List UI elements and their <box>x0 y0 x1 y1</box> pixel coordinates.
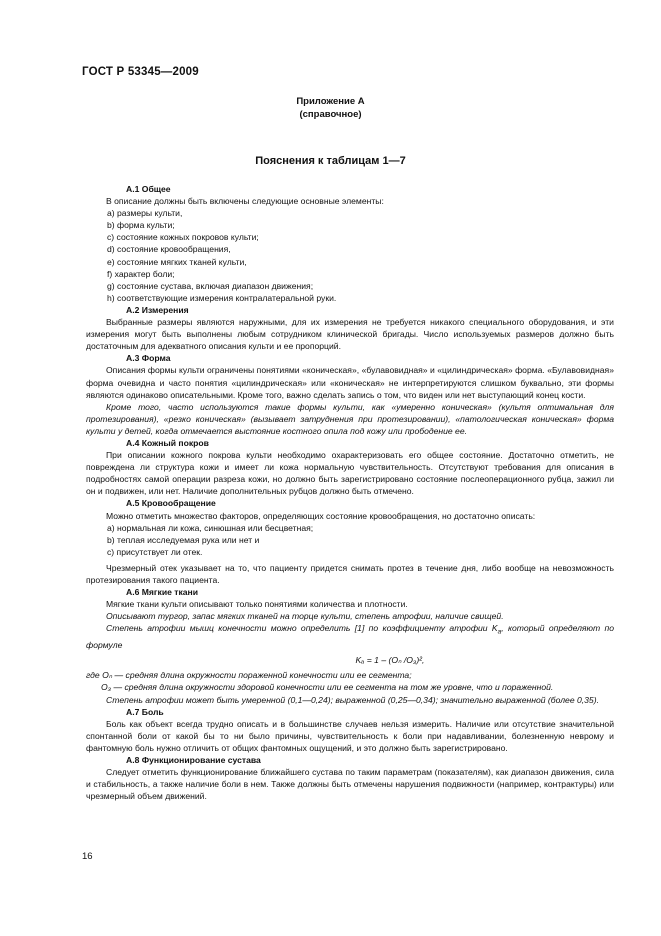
document-body <box>86 183 614 802</box>
a3-text: Описания формы культи ограничены понятиями «коническая», «булавовидная» и «цилиндрическая» форма. «Булавовидная» форма очевидна и часто понятия «цилиндрическая» или «коническая» не интерпретируются слишком буквально, эти формы являются одинаково описательными. Кроме того, важно сделать запись о том, что виден или нет выступающий конец кости. <box>86 365 614 400</box>
a8-text: Следует отметить функционирование ближайшего сустава по таким параметрам (показателям), как диапазон движения, сила и стабильность, а также наличие боли в нем. Также должны быть отмечены нарушения подвижности (например, контрактуры) или чрезмерный объем движений. <box>86 767 614 802</box>
heading-a8: А.8 Функционирование сустава <box>126 755 261 766</box>
a1-item: е) состояние мягких тканей культи, <box>107 256 247 267</box>
where-line-2: O₃ — средняя длина окружности здоровой конечности или ее сегмента на том же уровне, что и пораженной. <box>101 682 554 693</box>
standard-header: ГОСТ Р 53345—2009 <box>82 66 199 78</box>
where-line-1 <box>86 669 614 681</box>
heading-a1: А.1 Общее <box>126 184 171 194</box>
a5-item: а) нормальная ли кожа, синюшная или бесцветная; <box>107 522 314 533</box>
a6-text-3-subscript: а <box>497 629 502 637</box>
a4-text: При описании кожного покрова культи необходимо охарактеризовать его общее состояние. Достаточно отметить, не повреждена ли структура кожи и имеет ли кожа нормальную чувствительность. Отсутствуют требования для описания в подробностях самой операции разреза кожи, но должно быть зарегистрировано состояние послеоперационного рубца, зажил ли он и подвижен, или нет. Наличие дополнительных рубцов должно быть отмечено. <box>86 450 614 497</box>
a1-item: f) характер боли; <box>107 268 175 279</box>
annex-label: Приложение А <box>296 96 365 107</box>
a6-text-2: Описывают тургор, запас мягких тканей на торце культи, степень атрофии, наличие свищей. <box>106 611 504 622</box>
a6-text-3-start: Степень атрофии мышц конечности можно определить [1] по коэффициенту атрофии K <box>106 623 498 634</box>
heading-a3: А.3 Форма <box>126 353 171 364</box>
atrophy-formula: Kₐ = 1 – (Oₙ /O₃)², <box>355 655 425 666</box>
a6-text-1: Мягкие ткани культи описывают только понятиями количества и плотности. <box>106 599 408 610</box>
heading-a7: А.7 Боль <box>126 706 164 717</box>
where-label: где <box>86 670 100 681</box>
a5-item: с) присутствует ли отек. <box>107 546 203 557</box>
a1-intro: В описание должны быть включены следующие основные элементы: <box>106 196 384 207</box>
a1-item: g) состояние сустава, включая диапазон движения; <box>107 280 314 291</box>
a5-intro: Можно отметить множество факторов, определяющих состояние кровообращения, но достаточно описать: <box>106 510 536 521</box>
a5-text: Чрезмерный отек указывает на то, что пациенту придется снимать протез в течение дня, либо вообще на невозможность протезирования такого пациента. <box>86 562 614 585</box>
a2-text: Выбранные размеры являются наружными, для их измерения не требуется никакого специального оборудования, и эти измерения могут быть выполнены любым сотрудником клинической бригады. Число используемых размеров должно быть достаточным для адекватного описания культи и ее пропорций. <box>86 317 614 352</box>
a1-item: а) размеры культи, <box>107 208 183 219</box>
a3-italic-text: Кроме того, часто используются такие формы культи, как «умеренно коническая» (культя оптимальная для протезирования), «резко коническая» (вызывает затруднения при протезировании), «патологическая коническая» форма культи у детей, когда отмечается выстояние костного опила под кожу или прободение ее. <box>86 401 614 436</box>
page-number: 16 <box>82 851 93 862</box>
a1-item: h) соответствующие измерения контралатеральной руки. <box>107 292 337 303</box>
a1-item: b) форма культи; <box>107 220 175 231</box>
a6-text-3 <box>86 622 614 651</box>
annex-type: (справочное) <box>299 109 362 120</box>
a6-text-3-end: , который определяют по формуле <box>86 623 614 651</box>
heading-a6: А.6 Мягкие ткани <box>126 587 199 598</box>
a7-text: Боль как объект всегда трудно описать и в большинстве случаев нельзя измерить. Наличие или отсутствие значительной спонтанной боли от какой бы то ни было причины, чувствительность к боли при надавливании, болезненную неврому и фантомную боль нужно отличить от общих фантомных ощущений, и это должно быть зарегистрировано. <box>86 718 614 753</box>
atrophy-degree-text: Степень атрофии может быть умеренной (0,1—0,24); выраженной (0,25—0,34); значительно выраженной (более 0,35). <box>106 694 599 705</box>
heading-a2: А.2 Измерения <box>126 304 189 315</box>
section-title: Пояснения к таблицам 1—7 <box>255 155 406 167</box>
heading-a4: А.4 Кожный покров <box>126 437 209 448</box>
heading-a5: А.5 Кровообращение <box>126 498 216 509</box>
where-definition-1: Oₙ — средняя длина окружности пораженной конечности или ее сегмента; <box>102 670 412 681</box>
a1-item: с) состояние кожных покровов культи; <box>107 232 259 243</box>
a5-item: b) теплая исследуемая рука или нет и <box>107 534 260 545</box>
a1-item: d) состояние кровообращения, <box>107 244 231 255</box>
